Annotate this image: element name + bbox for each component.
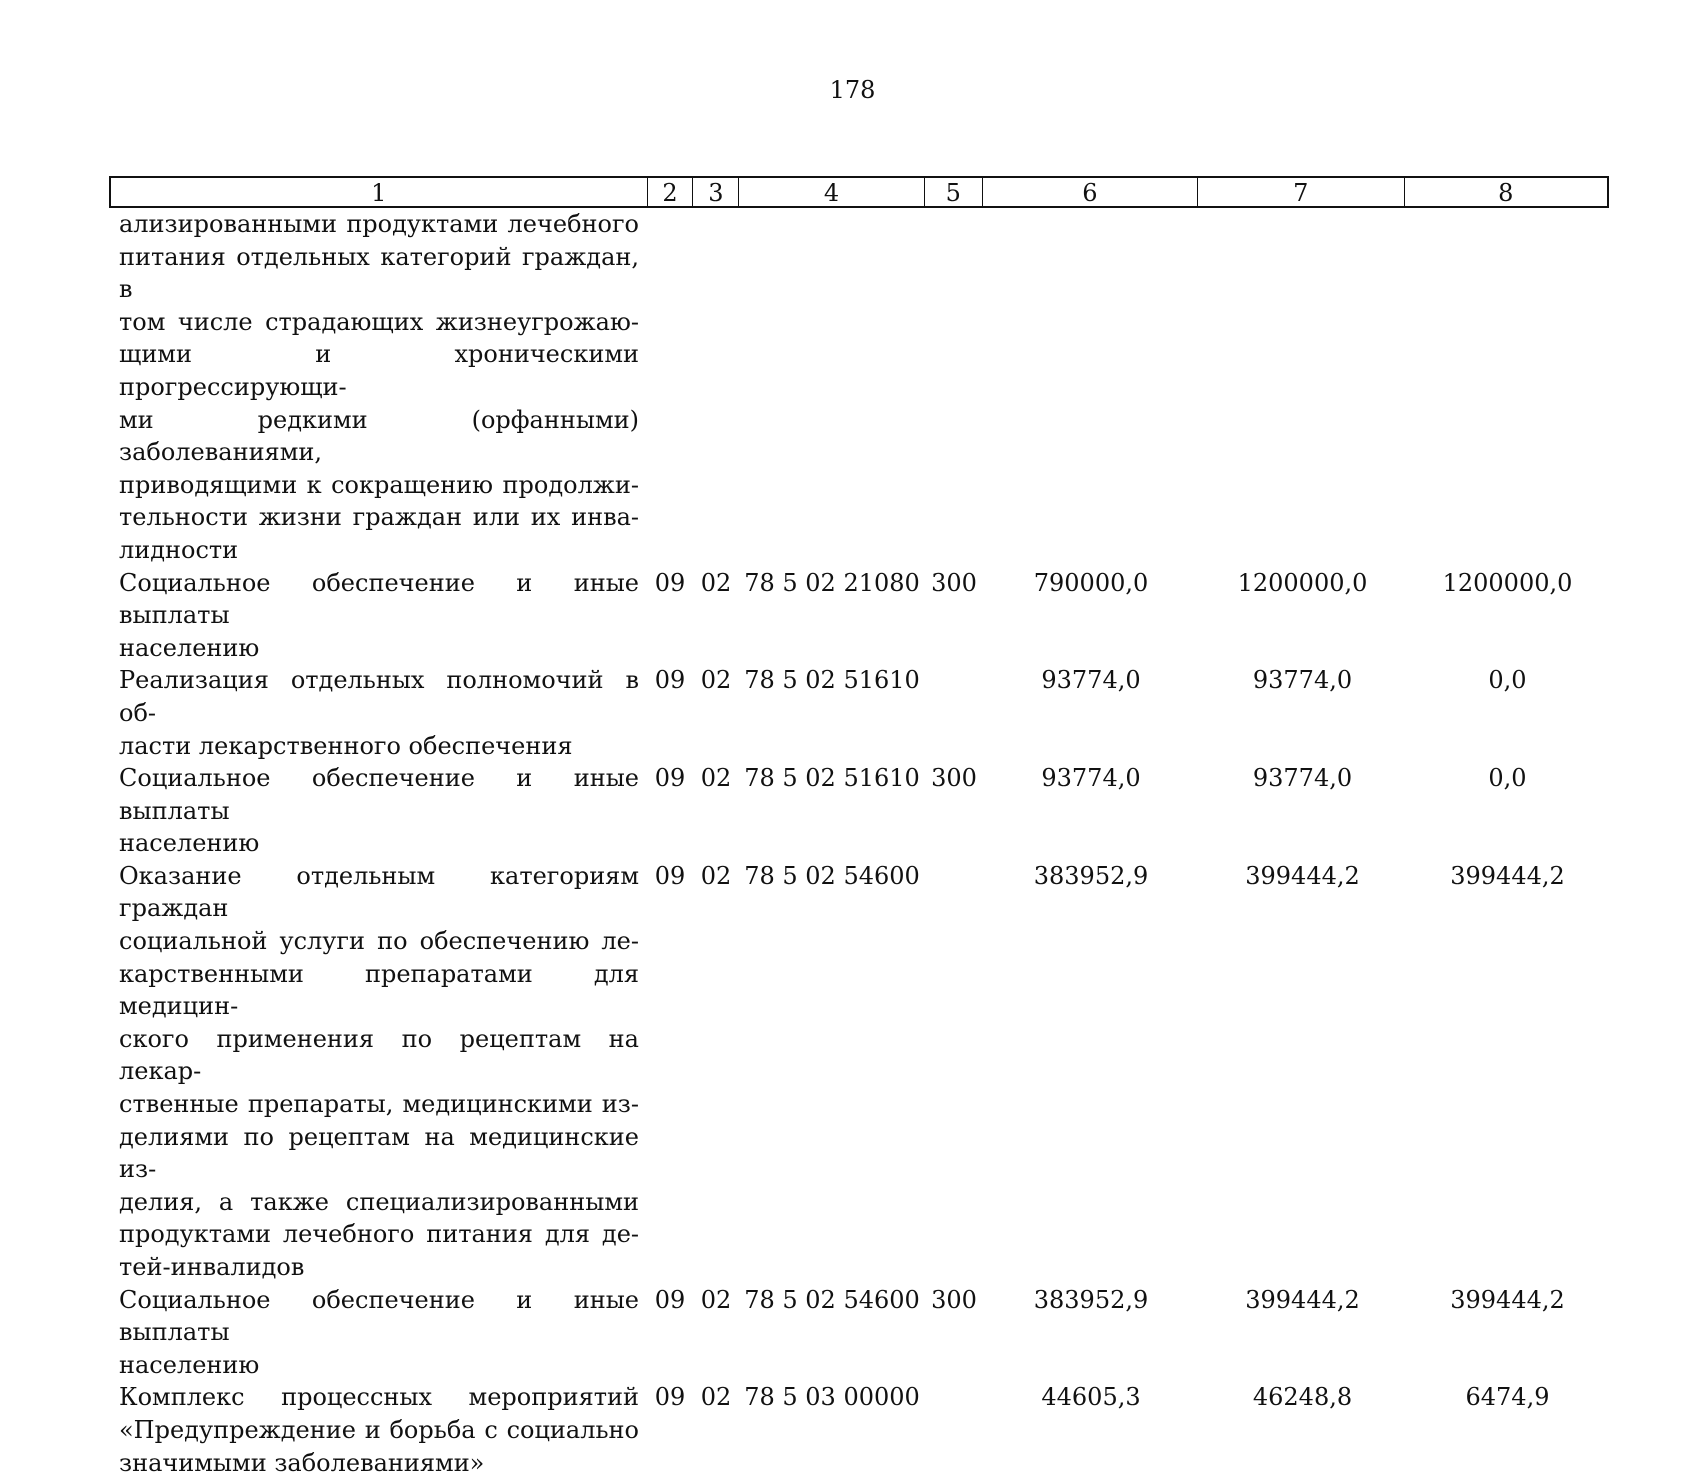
row-name	[109, 1284, 647, 1382]
row-col-7: 46248,8	[1252, 1383, 1353, 1412]
row-col-4: 78 5 02 54600	[744, 1285, 920, 1314]
table-row	[109, 567, 1609, 665]
table-row	[109, 860, 1609, 1284]
row-col-4: 78 5 02 21080	[744, 568, 920, 597]
row-col-2: 09	[654, 1383, 686, 1412]
row-name-line: населению	[119, 829, 260, 858]
table-body	[109, 208, 1609, 1479]
row-col-6: 790000,0	[1033, 568, 1149, 597]
row-col-2: 09	[654, 764, 686, 793]
row-col-6: 93774,0	[1041, 764, 1141, 793]
row-col-3: 02	[700, 764, 732, 793]
header-col-5: 5	[925, 178, 983, 206]
row-col-2: 09	[654, 861, 686, 890]
row-col-2: 09	[654, 1285, 686, 1314]
row-name-line: значимыми заболеваниями»	[119, 1448, 485, 1477]
row-name-line: Социальное обеспечение и иные выплаты	[119, 764, 639, 825]
row-name-line: Реализация отдельных полномочий в об-	[119, 666, 639, 727]
row-name-line: лидности	[119, 535, 239, 564]
row-name-line: ми редкими (орфанными) заболеваниями,	[119, 405, 639, 467]
row-name-line: карственными препаратами для медицин-	[119, 959, 639, 1021]
row-name-line: делия, а также специализированными	[119, 1187, 639, 1216]
header-col-6: 6	[983, 178, 1198, 206]
row-name-line: делиями по рецептам на медицинские из-	[119, 1122, 639, 1184]
row-col-3: 02	[700, 666, 732, 695]
row-col-4: 78 5 03 00000	[744, 1383, 920, 1412]
row-name-line: том числе страдающих жизнеугрожаю-	[119, 307, 639, 336]
row-col-2: 09	[654, 568, 686, 597]
row-name-line: населению	[119, 633, 260, 662]
row-name-line: населению	[119, 1350, 260, 1379]
row-name-line: тельности жизни граждан или их инва-	[119, 503, 639, 532]
row-col-3: 02	[700, 1285, 732, 1314]
row-col-8: 0,0	[1488, 764, 1527, 793]
row-col-4: 78 5 02 51610	[744, 666, 920, 695]
row-col-6: 383952,9	[1033, 1285, 1149, 1314]
row-col-8: 399444,2	[1450, 1285, 1565, 1314]
page-number: 178	[829, 76, 876, 104]
row-name-line: питания отдельных категорий граждан, в	[119, 242, 639, 304]
row-col-7: 1200000,0	[1237, 568, 1368, 597]
row-name	[109, 208, 647, 567]
row-name	[109, 762, 647, 860]
header-col-8: 8	[1498, 179, 1514, 207]
row-col-7: 93774,0	[1252, 666, 1353, 695]
row-col-6: 383952,9	[1033, 861, 1149, 890]
row-col-5: 300	[931, 764, 977, 793]
row-name-line: ственные препараты, медицинскими из-	[119, 1090, 639, 1119]
row-col-6: 93774,0	[1041, 666, 1141, 695]
table-row	[109, 1381, 1609, 1479]
header-col-4: 4	[739, 178, 925, 206]
row-name	[109, 860, 647, 1284]
row-name-line: социальной услуги по обеспечению ле-	[119, 927, 639, 956]
row-name-line: ского применения по рецептам на лекар-	[119, 1024, 639, 1086]
row-col-3: 02	[700, 1383, 732, 1412]
table-row	[109, 208, 1609, 567]
row-col-2: 09	[654, 666, 686, 695]
row-name-line: Социальное обеспечение и иные выплаты	[119, 568, 639, 630]
row-name-line: ализированными продуктами лечебного	[119, 210, 639, 238]
row-name	[109, 1381, 647, 1479]
row-name-line: Социальное обеспечение и иные выплаты	[119, 1285, 639, 1347]
table-row	[109, 664, 1609, 762]
row-col-8: 0,0	[1488, 666, 1527, 695]
row-name-line: щими и хроническими прогрессирующи-	[119, 340, 639, 401]
header-col-7: 7	[1198, 178, 1404, 206]
row-col-3: 02	[700, 568, 732, 597]
row-name-line: Комплекс процессных мероприятий	[119, 1383, 639, 1412]
row-col-7: 399444,2	[1245, 1285, 1360, 1314]
row-col-4: 78 5 02 51610	[744, 764, 920, 793]
row-col-5: 300	[931, 1285, 977, 1314]
row-col-7: 93774,0	[1252, 764, 1353, 793]
row-col-8: 1200000,0	[1442, 568, 1573, 597]
header-col-2: 2	[648, 178, 694, 206]
row-name	[109, 664, 647, 762]
table-row	[109, 762, 1609, 860]
row-col-3: 02	[700, 861, 732, 890]
budget-table	[109, 176, 1609, 1479]
row-col-6: 44605,3	[1041, 1383, 1141, 1412]
row-name-line: ласти лекарственного обеспечения	[119, 731, 573, 760]
table-row	[109, 1284, 1609, 1382]
table-header	[109, 176, 1609, 208]
row-name-line: приводящими к сокращению продолжи-	[119, 470, 639, 499]
row-col-8: 399444,2	[1450, 861, 1565, 890]
header-col-1: 1	[111, 178, 648, 206]
row-col-7: 399444,2	[1245, 861, 1360, 890]
row-name-line: «Предупреждение и борьба с социально	[119, 1415, 639, 1444]
row-col-8: 6474,9	[1465, 1383, 1550, 1412]
header-col-3: 3	[693, 178, 739, 206]
row-name-line: тей-инвалидов	[119, 1253, 305, 1281]
row-col-5: 300	[931, 568, 977, 597]
row-name	[109, 567, 647, 665]
row-col-4: 78 5 02 54600	[744, 861, 920, 890]
row-name-line: Оказание отдельным категориям граждан	[119, 861, 639, 923]
row-name-line: продуктами лечебного питания для де-	[119, 1220, 639, 1249]
